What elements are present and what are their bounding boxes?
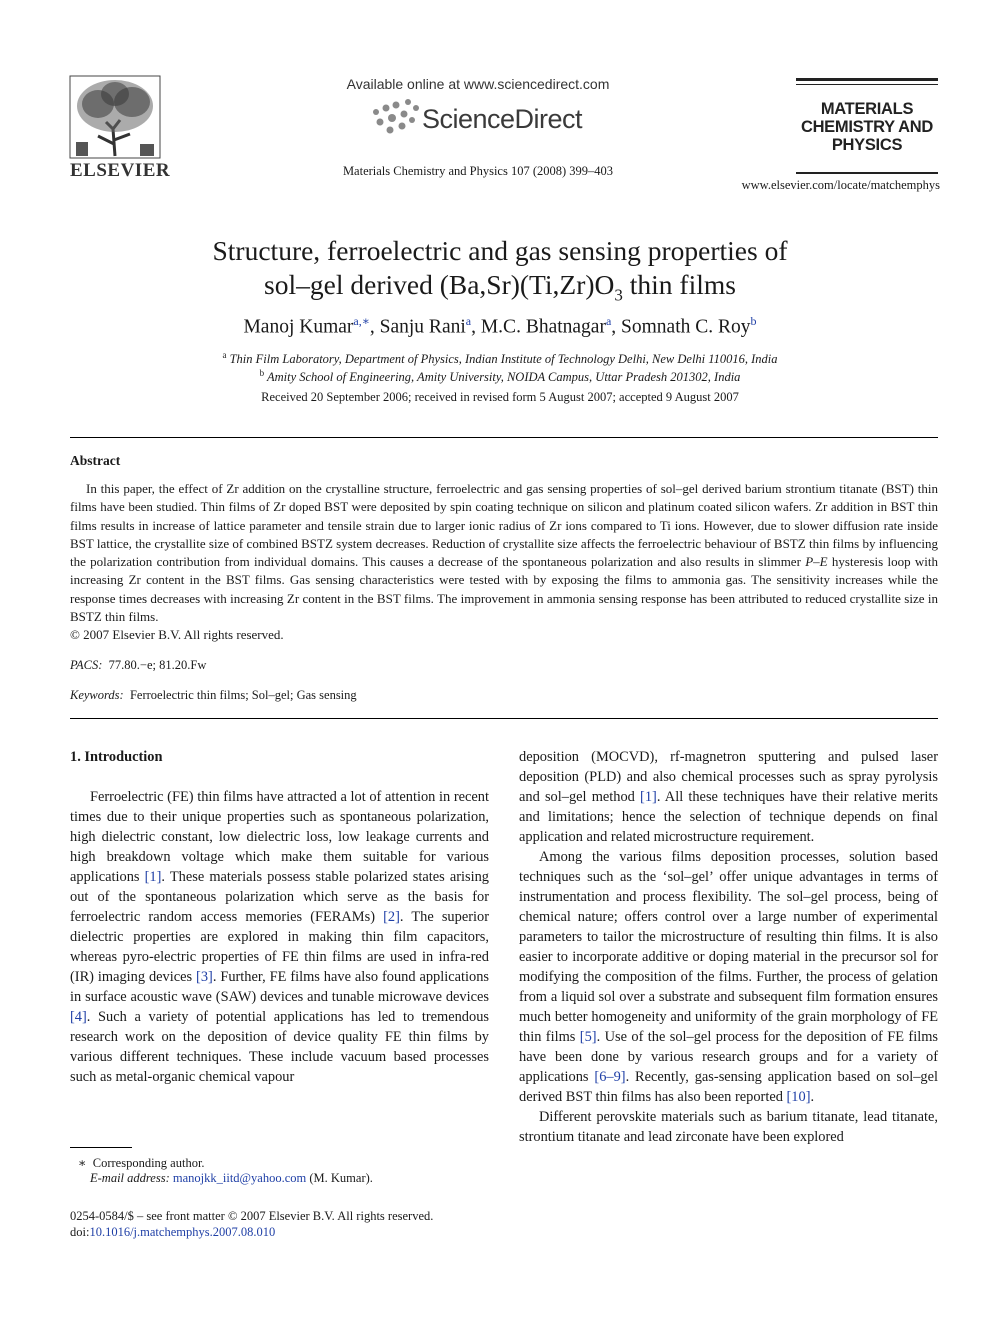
journal-logo-line: MATERIALS: [820, 100, 914, 118]
doi-line: doi:10.1016/j.matchemphys.2007.08.010: [70, 1225, 276, 1239]
author-list: Manoj Kumar$^{a,∗}$, Sanju Rani$^a$, M.C. Bhatnagar$^a$, Somnath C. Roy$^b$: [243, 314, 757, 338]
affiliation-mark[interactable]: a,∗: [353, 314, 370, 328]
received-dates: Received 20 September 2006; received in revised form 5 August 2007; accepted 9 August 2007: [261, 390, 739, 404]
affiliation-b: $^b$ Amity School of Engineering, Amity University, NOIDA Campus, Uttar Pradesh 201302, India: [259, 368, 741, 385]
title-line-2: sol–gel derived $(Ba,Sr)(Ti,Zr)O_3$ thin films: [264, 269, 736, 305]
citation-link[interactable]: [1]: [640, 789, 657, 805]
left-column: [70, 747, 489, 1087]
pacs-line: PACS: 77.80.−e; 81.20.Fw: [70, 658, 207, 672]
available-online[interactable]: Available online at www.sciencedirect.com: [346, 76, 610, 92]
citation-link[interactable]: [5]: [579, 1029, 597, 1045]
affiliation-mark[interactable]: a: [605, 314, 612, 328]
paragraph: Ferroelectric (FE) thin films have attracted a lot of attention in recent times due to their unique properties such as spontaneous polarization, high dielectric constant, low dielectric loss, low leakage currents and high breakdown voltage which make them suitable for various applications [1]. These materials possess stable polarized states arising out of the spontaneous polarization which serve as the basis for ferroelectric random access memories (FERAMs) [2]. The superior dielectric properties are explored in making thin film capacitors, whereas pyro-electric properties of FE thin films are used in infra-red (IR) imaging devices [3]. Further, FE films have also found applications in surface acoustic wave (SAW) devices and tunable microwave devices [4]. Such a variety of potential applications has led to tremendous research work on the deposition of device quality FE thin films by various different techniques. These include vacuum based processes such as metal-organic chemical vapour: [70, 789, 489, 1085]
title-line-1: Structure, ferroelectric and gas sensing properties of: [212, 235, 788, 266]
corresponding-author-note: ∗ Corresponding author.: [78, 1156, 205, 1170]
abstract-body: In this paper, the effect of Zr addition on the crystalline structure, ferroelectric and gas sensing properties of sol–gel derived barium strontium titanate (BST) thin films have been studied. Thin films of Zr doped BST were deposited by spin coating technique on silicon and platinum coated silicon wafers. Zr addition in BST thin films results in increase of lattice parameter and tensile strain due to larger ionic radius of Zr ions compared to Ti ions. However, due to slower diffusion rate inside BST lattice, the crystallite size of combined BSTZ system decreases. Reduction of crystallite size affects the ferroelectric behaviour of BSTZ thin films by influencing the polarization contribution from individual domains. This causes a decrease of the spontaneous polarization and also results in slimmer P–E hysteresis loop with increasing Zr content in the BST films. Gas sensing characteristics were tested with by exposing the films to ammonia gas. The sensitivity increases while the response times decreases with increasing Zr content in the BST films. The improvement in ammonia sensing response has been attributed to reduced crystallite size in BSTZ thin films. © 2007 Elsevier B.V. All rights reserved.: [70, 480, 938, 645]
author-name[interactable]: M.C. Bhatnagar: [480, 316, 606, 338]
copyright-line: © 2007 Elsevier B.V. All rights reserved.: [70, 627, 284, 643]
paragraph: Different perovskite materials such as barium titanate, lead titanate, strontium titanate and lead zirconate have been explored: [519, 1109, 938, 1145]
affiliation-mark[interactable]: a: [465, 314, 472, 328]
abstract-heading: Abstract: [70, 453, 121, 468]
email-link[interactable]: manojkk_iitd@yahoo.com: [172, 1171, 307, 1185]
affiliation-mark[interactable]: b: [750, 314, 757, 328]
publisher-name: ELSEVIER: [70, 160, 171, 181]
paragraph: Among the various films deposition processes, solution based techniques such as the ‘sol–gel’ offer unique advantages in terms of instrumentation and process flexibility. The sol–gel process, being of chemical nature; offers control over a large number of experimental parameters to tailor the microstructure of resulting thin films. It is also easier to incorporate additive or doping material in the precursor sol for modifying the composition of the films. Further, the process of gelation from a liquid sol over a substrate and subsequent film formation ensures much better homogeneity and uniformity of the grain morphology of FE thin films [5]. Use of the sol–gel process for the deposition of FE films have been done by various research groups and for a variety of applications [6–9]. Recently, gas-sensing application based on sol–gel derived BST thin films has also been reported [10].: [519, 849, 939, 1105]
issn-line: 0254-0584/$ – see front matter © 2007 Elsevier B.V. All rights reserved.: [70, 1209, 434, 1223]
sciencedirect-logo-text[interactable]: ScienceDirect: [422, 104, 583, 134]
citation-link[interactable]: [3]: [196, 969, 213, 985]
citation-link[interactable]: [2]: [383, 909, 400, 925]
email-note: E-mail address: manojkk_iitd@yahoo.com (M. Kumar).: [90, 1171, 373, 1185]
citation-link[interactable]: [6–9]: [594, 1069, 626, 1085]
divider: [70, 437, 938, 438]
journal-logo: [796, 78, 938, 176]
divider: [70, 718, 938, 719]
journal-logo-line: PHYSICS: [831, 136, 903, 154]
journal-reference: Materials Chemistry and Physics 107 (2008) 399–403: [342, 164, 614, 178]
journal-url-link[interactable]: www.elsevier.com/locate/matchemphys: [741, 178, 940, 192]
author-name[interactable]: Manoj Kumar: [243, 316, 354, 338]
article-title: [120, 234, 880, 313]
footnote-divider: [70, 1147, 132, 1148]
citation-link[interactable]: [4]: [70, 1009, 87, 1025]
citation-link[interactable]: [1]: [144, 869, 162, 885]
right-column: [519, 747, 938, 1147]
author-name[interactable]: Somnath C. Roy: [621, 316, 751, 338]
affiliation-a: $^a$ Thin Film Laboratory, Department of Physics, Indian Institute of Technology Delhi, New Delhi 110016, India: [222, 350, 778, 367]
keywords-line: Keywords: Ferroelectric thin films; Sol–gel; Gas sensing: [70, 688, 357, 702]
author-name[interactable]: Sanju Rani: [379, 316, 466, 338]
journal-logo-line: CHEMISTRY AND: [800, 118, 934, 136]
doi-link[interactable]: 10.1016/j.matchemphys.2007.08.010: [89, 1225, 276, 1239]
section-heading: 1. Introduction: [70, 749, 163, 765]
citation-link[interactable]: [10]: [786, 1089, 811, 1105]
paragraph: deposition (MOCVD), rf-magnetron sputtering and pulsed laser deposition (PLD) and also chemical processes such as spray pyrolysis and sol–gel method [1]. All these techniques have their relative merits and limitations; hence the selection of technique depends on final application and related microstructure requirement.: [519, 749, 938, 845]
